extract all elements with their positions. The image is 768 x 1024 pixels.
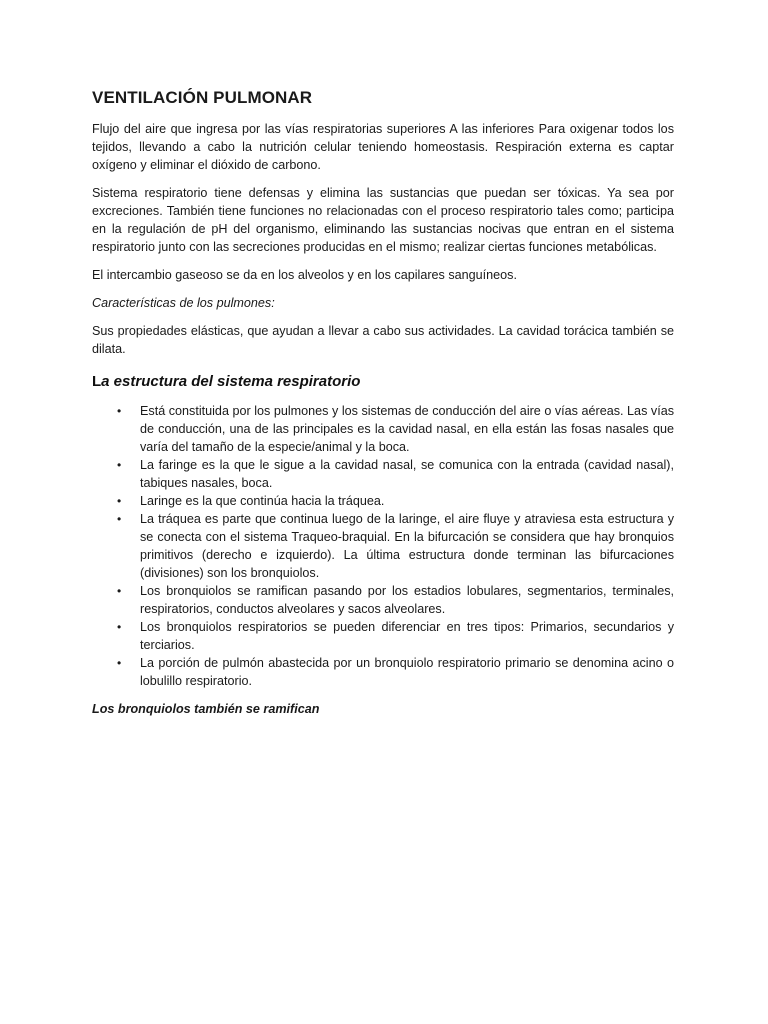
list-item — [92, 582, 674, 618]
list-item — [92, 402, 674, 456]
bullet-icon: • — [117, 656, 122, 670]
list-item-text: Laringe es la que continúa hacia la tráquea. — [140, 494, 385, 508]
document-page — [92, 88, 674, 728]
section-heading-estructura — [92, 372, 674, 392]
bullet-icon: • — [117, 458, 122, 472]
section-heading-rest: a estructura del sistema respiratorio — [101, 373, 361, 390]
list-item — [92, 510, 674, 582]
list-item-text: La tráquea es parte que continua luego de la laringe, el aire fluye y atraviesa esta estructura y se conecta con el sistema Traqueo-braquial. En la bifurcación se considera que hay bronquios primitivos (derecho e izquierdo). La última estructura donde terminan las bifurcaciones (divisiones) son los bronquiolos. — [140, 512, 674, 580]
list-item-text: La porción de pulmón abastecida por un bronquiolo respiratorio primario se denomina acino o lobulillo respiratorio. — [140, 656, 674, 688]
list-item — [92, 492, 674, 510]
paragraph-flujo-aire: Flujo del aire que ingresa por las vías respiratorias superiores A las inferiores Para oxigenar todos los tejidos, llevando a cabo la nutrición celular teniendo homeostasis. Respiración externa es captar oxígeno y eliminar el dióxido de carbono. — [92, 122, 674, 172]
paragraph-sistema-respiratorio: Sistema respiratorio tiene defensas y elimina las sustancias que puedan ser tóxicas. Ya sea por excreciones. También tiene funciones no relacionadas con el proceso respiratorio tales como; participa en la regulación de pH del organismo, eliminando las sustancias nocivas que entran en el sistema respiratorio junto con las secreciones producidas en el mismo; realizar ciertas funciones metabólicas. — [92, 186, 674, 254]
list-item — [92, 654, 674, 690]
list-item — [92, 618, 674, 654]
list-item — [92, 456, 674, 492]
document-title: VENTILACIÓN PULMONAR — [92, 88, 313, 107]
bullet-icon: • — [117, 404, 122, 418]
list-item-text: Los bronquiolos respiratorios se pueden diferenciar en tres tipos: Primarios, secundarios y terciarios. — [140, 620, 674, 652]
list-item-text: Los bronquiolos se ramifican pasando por los estadios lobulares, segmentarios, terminales, respiratorios, conductos alveolares y sacos alveolares. — [140, 584, 674, 616]
list-item-text: La faringe es la que le sigue a la cavidad nasal, se comunica con la entrada (cavidad nasal), tabiques nasales, boca. — [140, 458, 674, 490]
bullet-icon: • — [117, 494, 122, 508]
closing-italic-line: Los bronquiolos también se ramifican — [92, 702, 320, 716]
bullet-icon: • — [117, 584, 122, 598]
bullet-icon: • — [117, 620, 122, 634]
bullet-list — [92, 402, 674, 690]
paragraph-propiedades-elasticas: Sus propiedades elásticas, que ayudan a llevar a cabo sus actividades. La cavidad torácica también se dilata. — [92, 324, 674, 356]
list-item-text: Está constituida por los pulmones y los sistemas de conducción del aire o vías aéreas. Las vías de conducción, una de las principales es la cavidad nasal, en ella están las fosas nasales que varía del tamaño de la especie/animal y la boca. — [140, 404, 674, 454]
bullet-icon: • — [117, 512, 122, 526]
subheading-caracteristicas: Características de los pulmones: — [92, 296, 275, 310]
paragraph-intercambio-gaseoso: El intercambio gaseoso se da en los alveolos y en los capilares sanguíneos. — [92, 268, 517, 282]
section-heading-first-letter: L — [92, 373, 102, 390]
